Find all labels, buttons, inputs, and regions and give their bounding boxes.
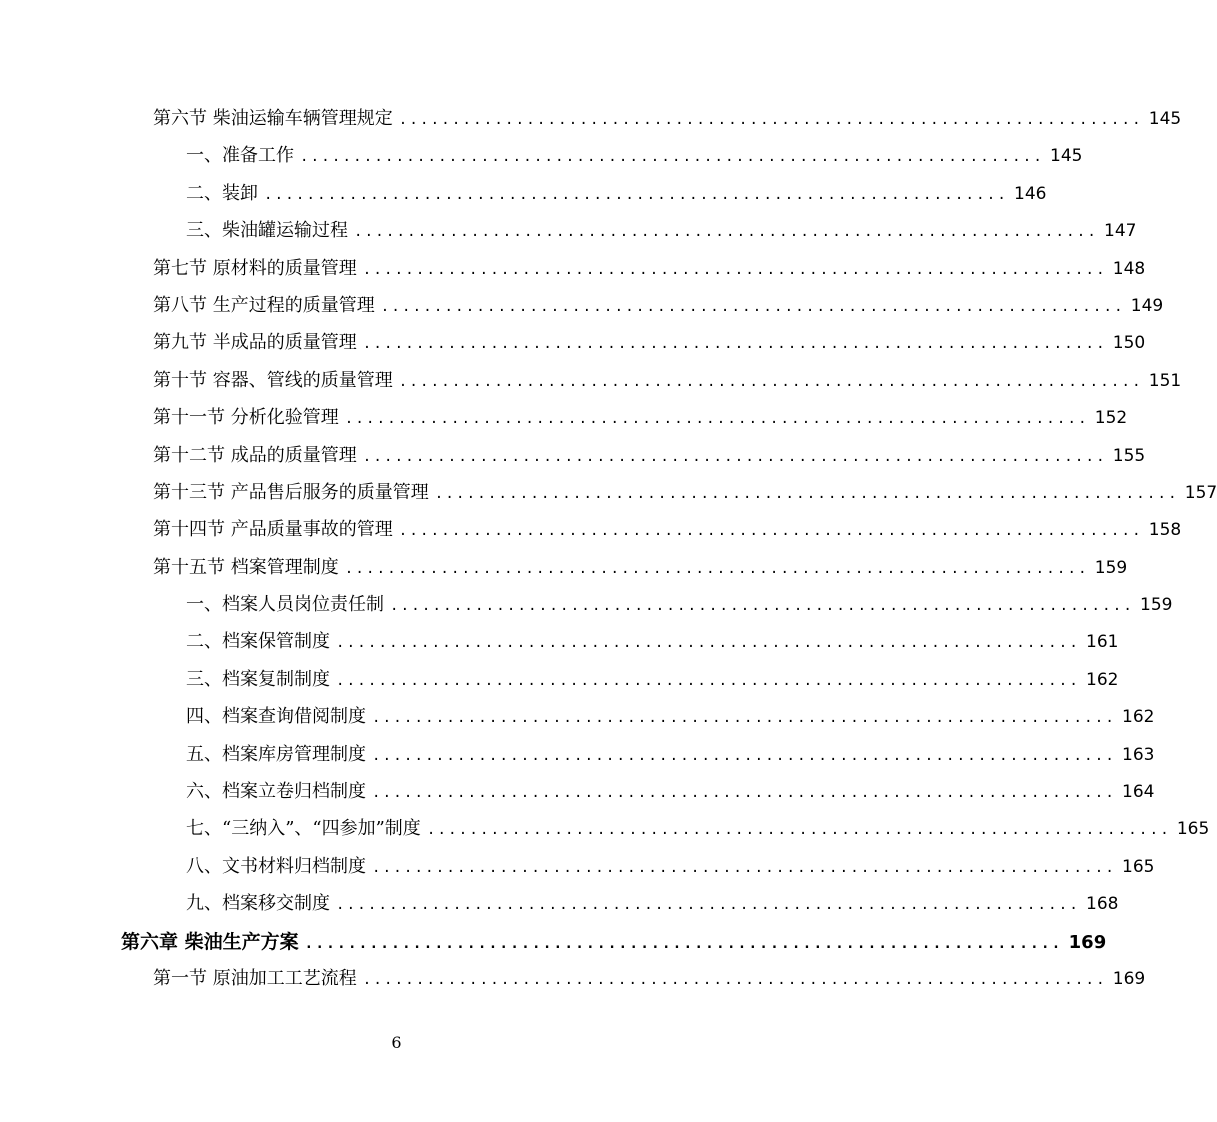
toc-entry-title: 五、档案库房管理制度 <box>186 743 366 765</box>
toc-entry-line <box>186 145 1083 168</box>
toc-entry-page: 161 <box>1086 632 1119 653</box>
toc-entry-page: 148 <box>1112 258 1146 279</box>
toc-dot-leader: ...................................................................... <box>362 336 1107 353</box>
toc-entry[interactable] <box>0 810 1210 847</box>
toc-entry[interactable] <box>0 362 1182 399</box>
toc-entry-title: 一、档案人员岗位责任制 <box>186 594 384 616</box>
toc-entry-line <box>186 893 1119 916</box>
toc-dot-leader: ...................................................................... <box>426 822 1171 839</box>
toc-entry[interactable] <box>0 399 1128 436</box>
toc-entry[interactable] <box>0 661 1119 698</box>
toc-entry-line <box>186 220 1137 243</box>
toc-entry-title: 第十一节 分析化验管理 <box>153 407 339 429</box>
toc-entry-line <box>186 706 1155 729</box>
toc-entry-line <box>153 369 1182 393</box>
toc-dot-leader: ...................................................................... <box>380 298 1125 315</box>
toc-entry-page: 146 <box>1014 183 1047 204</box>
toc-entry-title: 四、档案查询借阅制度 <box>186 706 366 728</box>
toc-entry-line <box>153 556 1128 580</box>
toc-entry-title: 第十二节 成品的质量管理 <box>153 444 357 466</box>
toc-entry-page: 162 <box>1122 707 1155 728</box>
toc-entry[interactable] <box>0 511 1182 548</box>
toc-entry[interactable] <box>0 698 1155 735</box>
toc-entry[interactable] <box>0 474 1217 511</box>
toc-dot-leader: ...................................................................... <box>372 859 1117 876</box>
toc-entry-page: 158 <box>1148 520 1182 541</box>
toc-entry[interactable] <box>0 212 1137 249</box>
toc-entry-title: 第十五节 档案管理制度 <box>153 556 339 578</box>
toc-entry-title: 第九节 半成品的质量管理 <box>153 332 357 354</box>
toc-dot-leader: ...................................................................... <box>362 261 1107 278</box>
toc-entry-line <box>186 594 1173 617</box>
toc-entry-title: 第八节 生产过程的质量管理 <box>153 294 375 316</box>
toc-entry-title: 八、文书材料归档制度 <box>186 855 366 877</box>
page-number: 6 <box>391 1033 402 1052</box>
toc-entry-line <box>186 182 1047 206</box>
toc-entry-page: 157 <box>1184 482 1217 503</box>
toc-entry-title: 一、准备工作 <box>186 145 294 167</box>
toc-entry-line <box>153 257 1146 281</box>
toc-dot-leader: ...................................................................... <box>372 710 1117 727</box>
toc-dot-leader: ...................................................................... <box>354 224 1099 241</box>
toc-dot-leader: ...................................................................... <box>398 523 1143 540</box>
toc-entry[interactable] <box>0 324 1146 361</box>
toc-dot-leader: ...................................................................... <box>264 186 1009 203</box>
toc-entry-title: 第十节 容器、管线的质量管理 <box>153 369 393 391</box>
toc-entry-line <box>153 108 1182 131</box>
toc-dot-leader: ...................................................................... <box>300 149 1045 166</box>
toc-entry-line <box>121 930 1107 955</box>
toc-entry[interactable] <box>0 250 1146 287</box>
toc-entry-line <box>186 631 1119 654</box>
toc-entry[interactable] <box>0 175 1047 212</box>
toc-dot-leader: ...................................................................... <box>390 598 1135 615</box>
toc-entry[interactable] <box>0 773 1155 810</box>
toc-dot-leader: ...................................................................... <box>372 785 1117 802</box>
toc-entry-line <box>153 444 1146 468</box>
toc-entry-title: 九、档案移交制度 <box>186 893 330 915</box>
toc-entry[interactable] <box>0 287 1164 324</box>
toc-entry-title: 二、装卸 <box>186 182 258 204</box>
toc-dot-leader: ...................................................................... <box>336 897 1081 914</box>
toc-dot-leader: ...................................................................... <box>344 560 1089 577</box>
toc-entry-line <box>186 855 1155 879</box>
toc-dot-leader: ...................................................................... <box>362 448 1107 465</box>
toc-dot-leader: ...................................................................... <box>398 373 1143 390</box>
toc-entry-line <box>153 407 1128 430</box>
toc-entry-title: 二、档案保管制度 <box>186 631 330 653</box>
toc-entry-title: 三、柴油罐运输过程 <box>186 220 348 242</box>
toc-entry-page: 151 <box>1148 370 1182 391</box>
toc-entry[interactable] <box>0 623 1119 660</box>
toc-entry-title: 三、档案复制制度 <box>186 668 330 690</box>
toc-entry-page: 165 <box>1176 819 1210 840</box>
toc-entry-page: 169 <box>1112 968 1146 989</box>
toc-entry-page: 159 <box>1094 557 1128 578</box>
toc-dot-leader: ...................................................................... <box>336 672 1081 689</box>
toc-entry-page: 165 <box>1122 856 1155 877</box>
toc-dot-leader: ...................................................................... <box>344 411 1089 428</box>
toc-entry-page: 145 <box>1050 146 1083 167</box>
toc-entry-title: 第六章 柴油生产方案 <box>121 930 299 953</box>
toc-entry-page: 168 <box>1086 894 1119 915</box>
toc-entry-title: 第十三节 产品售后服务的质量管理 <box>153 481 429 503</box>
toc-entry-page: 152 <box>1094 408 1128 429</box>
toc-entry-line <box>186 818 1210 841</box>
toc-entry-title: 七、“三纳入”、“四参加”制度 <box>186 818 421 840</box>
toc-entry[interactable] <box>0 885 1119 922</box>
toc-entry-page: 162 <box>1086 669 1119 690</box>
table-of-contents <box>0 100 1217 997</box>
toc-entry-title: 第一节 原油加工工艺流程 <box>153 967 357 989</box>
toc-entry-page: 155 <box>1112 445 1146 466</box>
toc-dot-leader: ...................................................................... <box>398 112 1143 128</box>
toc-entry-page: 150 <box>1112 333 1146 354</box>
toc-entry-title: 六、档案立卷归档制度 <box>186 781 366 803</box>
toc-dot-leader: ...................................................................... <box>336 635 1081 652</box>
toc-entry[interactable] <box>0 736 1155 773</box>
toc-entry[interactable] <box>0 100 1182 137</box>
toc-entry-page: 145 <box>1148 109 1182 129</box>
toc-entry-line <box>186 743 1155 767</box>
toc-entry[interactable] <box>0 137 1083 174</box>
toc-entry-line <box>153 294 1164 318</box>
toc-entry-page: 164 <box>1122 782 1155 803</box>
toc-entry[interactable] <box>0 437 1146 474</box>
toc-dot-leader: ...................................................................... <box>372 747 1117 764</box>
toc-entry[interactable] <box>0 848 1155 885</box>
toc-entry-page: 159 <box>1140 595 1173 616</box>
toc-entry-line <box>153 967 1146 991</box>
toc-entry-page: 169 <box>1068 931 1107 953</box>
toc-entry-line <box>186 781 1155 804</box>
toc-entry-line <box>153 519 1182 542</box>
toc-entry-line <box>186 668 1119 692</box>
toc-entry-page: 147 <box>1104 221 1137 242</box>
toc-entry-line <box>153 332 1146 355</box>
toc-dot-leader: ...................................................................... <box>362 971 1107 988</box>
toc-entry-page: 163 <box>1122 744 1155 765</box>
toc-entry-title: 第十四节 产品质量事故的管理 <box>153 519 393 541</box>
toc-entry-line <box>153 481 1217 505</box>
toc-dot-leader: ...................................................................... <box>434 485 1179 502</box>
toc-entry-title: 第七节 原材料的质量管理 <box>153 257 357 279</box>
toc-entry[interactable] <box>0 960 1146 997</box>
toc-entry[interactable] <box>0 549 1128 586</box>
toc-entry[interactable] <box>0 923 1107 960</box>
toc-entry-title: 第六节 柴油运输车辆管理规定 <box>153 108 393 129</box>
toc-entry[interactable] <box>0 586 1173 623</box>
toc-dot-leader: ...................................................................... <box>304 935 1063 952</box>
toc-entry-page: 149 <box>1130 295 1164 316</box>
